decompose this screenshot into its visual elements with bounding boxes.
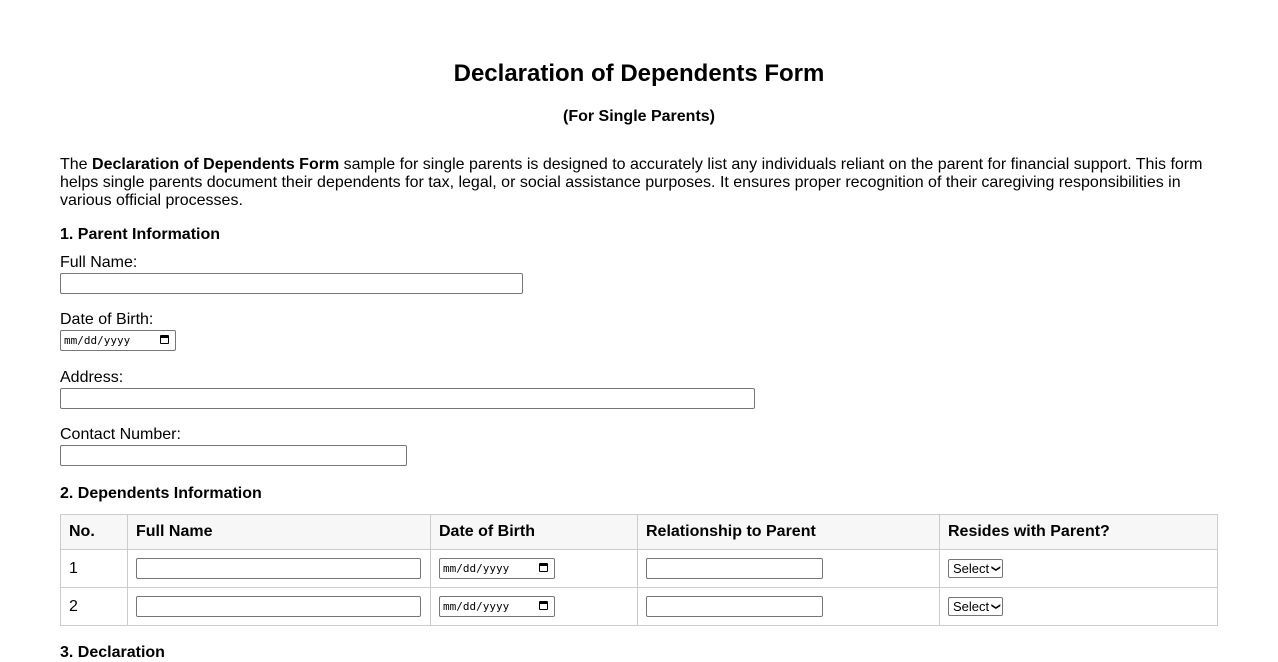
dependent-name-input[interactable]: [136, 558, 421, 579]
dependent-relationship-input[interactable]: [646, 558, 823, 579]
calendar-icon[interactable]: [539, 563, 548, 572]
dependent-dob-input[interactable]: [439, 558, 555, 579]
select-value: Select: [953, 599, 990, 614]
parent-dob-input[interactable]: [60, 330, 176, 351]
dependents-section-heading: 2. Dependents Information: [60, 485, 262, 502]
table-row: [61, 550, 1218, 588]
dependent-dob-input[interactable]: [439, 596, 555, 617]
chevron-down-icon: ❯: [991, 602, 1002, 611]
contact-label: Contact Number:: [60, 426, 181, 443]
dependents-table: [60, 514, 1218, 626]
resides-select[interactable]: [948, 597, 1003, 616]
date-placeholder: mm/dd/yyyy: [443, 600, 510, 613]
dependent-name-input[interactable]: [136, 596, 421, 617]
page-subtitle: (For Single Parents): [562, 108, 716, 125]
col-resides: Resides with Parent?: [940, 515, 1218, 550]
address-label: Address:: [60, 369, 124, 386]
page-title: Declaration of Dependents Form: [453, 60, 825, 87]
chevron-down-icon: ❯: [991, 564, 1002, 573]
parent-contact-input[interactable]: [60, 445, 407, 466]
table-header-row: [61, 515, 1218, 550]
intro-prefix: The: [60, 156, 93, 173]
table-row: [61, 588, 1218, 626]
date-placeholder: mm/dd/yyyy: [443, 562, 510, 575]
col-relationship: Relationship to Parent: [638, 515, 940, 550]
full-name-label: Full Name:: [60, 254, 138, 271]
declaration-section-heading: 3. Declaration: [60, 644, 165, 661]
resides-select[interactable]: [948, 559, 1003, 578]
col-full-name: Full Name: [128, 515, 431, 550]
parent-full-name-input[interactable]: [60, 273, 523, 294]
intro-bold: Declaration of Dependents Form: [92, 156, 340, 173]
intro-rest: sample for single parents is designed to accurately list any individuals reliant on the parent for financial support. This form helps single parents document their dependents for tax, legal, or social assistance purposes. It ensures proper recognition of their caregiving responsibilities in various official processes.: [60, 156, 1203, 209]
dob-label: Date of Birth:: [60, 311, 154, 328]
parent-address-input[interactable]: [60, 388, 755, 409]
intro-paragraph: [60, 156, 1218, 210]
col-no: No.: [61, 515, 128, 550]
col-dob: Date of Birth: [431, 515, 638, 550]
calendar-icon[interactable]: [539, 601, 548, 610]
parent-section-heading: 1. Parent Information: [60, 226, 221, 243]
select-value: Select: [953, 561, 990, 576]
date-placeholder: mm/dd/yyyy: [64, 334, 131, 347]
row-number: 2: [61, 588, 128, 626]
row-number: 1: [61, 550, 128, 588]
dependent-relationship-input[interactable]: [646, 596, 823, 617]
calendar-icon[interactable]: [160, 335, 169, 344]
